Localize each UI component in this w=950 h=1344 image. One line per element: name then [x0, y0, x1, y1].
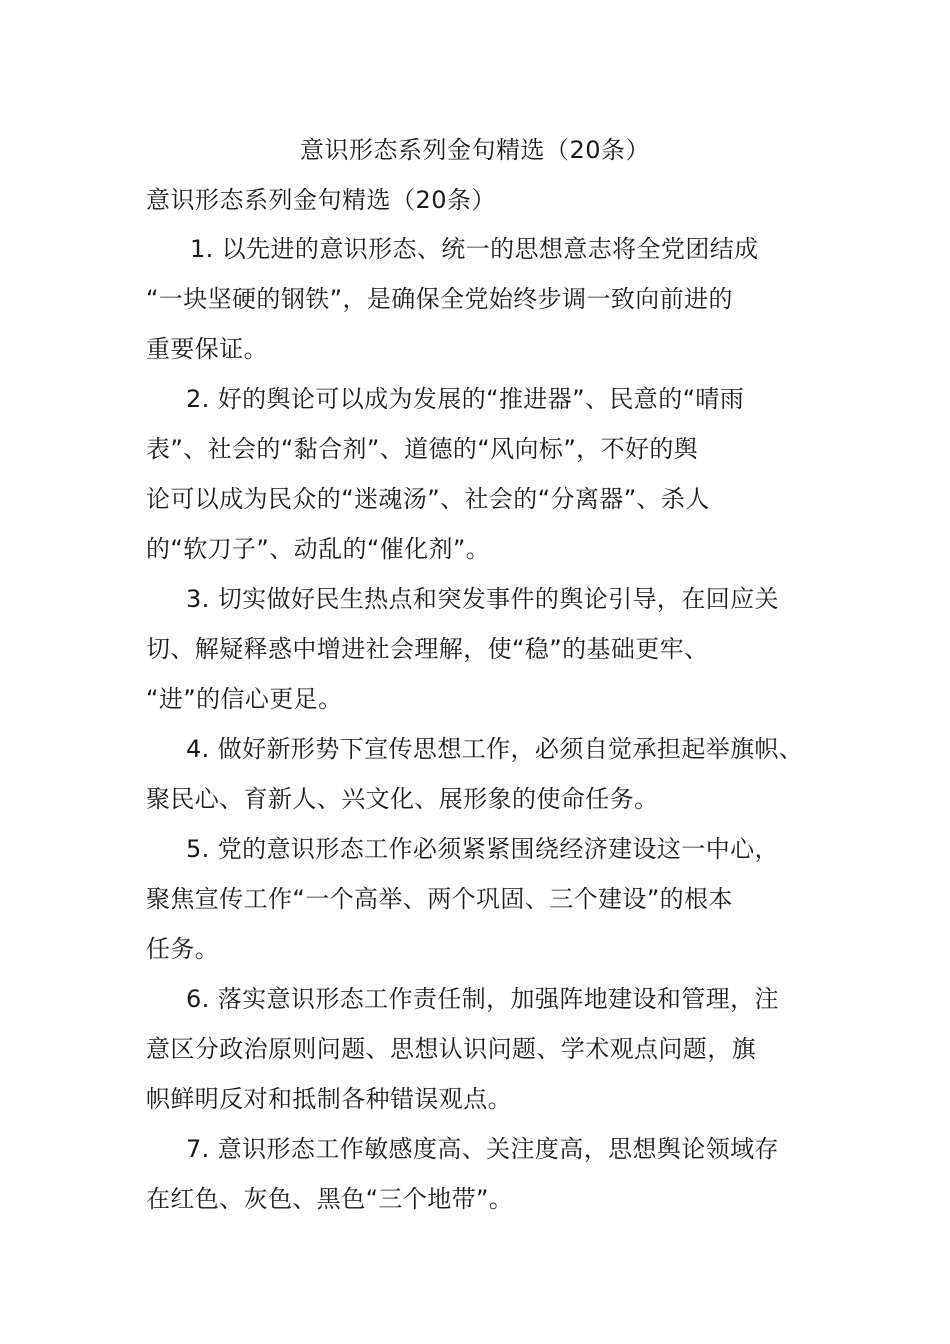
quote-item-4 — [146, 724, 806, 824]
quote-line: 1. 以先进的意识形态、统一的思想意志将全党团结成 — [190, 235, 759, 263]
quote-line: 重要保证。 — [146, 335, 268, 363]
quote-item-3 — [146, 574, 806, 724]
quote-item-6 — [146, 974, 806, 1124]
quote-line: 意区分政治原则问题、思想认识问题、学术观点问题，旗 — [146, 1035, 756, 1063]
quote-item-2 — [146, 374, 806, 574]
quote-line: “进”的信心更足。 — [146, 685, 343, 713]
quote-line: 2. 好的舆论可以成为发展的“推进器”、民意的“晴雨 — [186, 385, 745, 413]
quote-item-7 — [146, 1124, 806, 1224]
quote-item-1 — [146, 224, 806, 374]
quote-line: 切、解疑释惑中增进社会理解，使“稳”的基础更牢、 — [146, 635, 709, 663]
quote-line: 论可以成为民众的“迷魂汤”、社会的“分离器”、杀人 — [146, 485, 710, 513]
quote-line: 表”、社会的“黏合剂”、道德的“风向标”，不好的舆 — [146, 435, 699, 463]
quote-line: 3. 切实做好民生热点和突发事件的舆论引导，在回应关 — [186, 585, 779, 613]
quote-line: 在红色、灰色、黑色“三个地带”。 — [146, 1185, 514, 1213]
quote-line: 聚民心、育新人、兴文化、展形象的使命任务。 — [146, 785, 659, 813]
quote-line: 聚焦宣传工作“一个高举、两个巩固、三个建设”的根本 — [146, 885, 733, 913]
quote-line: 的“软刀子”、动乱的“催化剂”。 — [146, 535, 491, 563]
quote-line: 7. 意识形态工作敏感度高、关注度高，思想舆论领域存 — [186, 1135, 779, 1163]
quote-line: 4. 做好新形势下宣传思想工作，必须自觉承担起举旗帜、 — [186, 735, 804, 763]
document-subtitle: 意识形态系列金句精选（20条） — [146, 186, 497, 214]
quote-item-5 — [146, 824, 806, 974]
quote-line: 任务。 — [146, 935, 220, 963]
quote-line: “一块坚硬的钢铁”，是确保全党始终步调一致向前进的 — [146, 285, 733, 313]
quote-line: 帜鲜明反对和抵制各种错误观点。 — [146, 1085, 512, 1113]
quote-list — [146, 224, 806, 1224]
document-title: 意识形态系列金句精选（20条） — [299, 136, 651, 164]
quote-line: 6. 落实意识形态工作责任制，加强阵地建设和管理，注 — [186, 985, 779, 1013]
quote-line: 5. 党的意识形态工作必须紧紧围绕经济建设这一中心， — [186, 835, 779, 863]
